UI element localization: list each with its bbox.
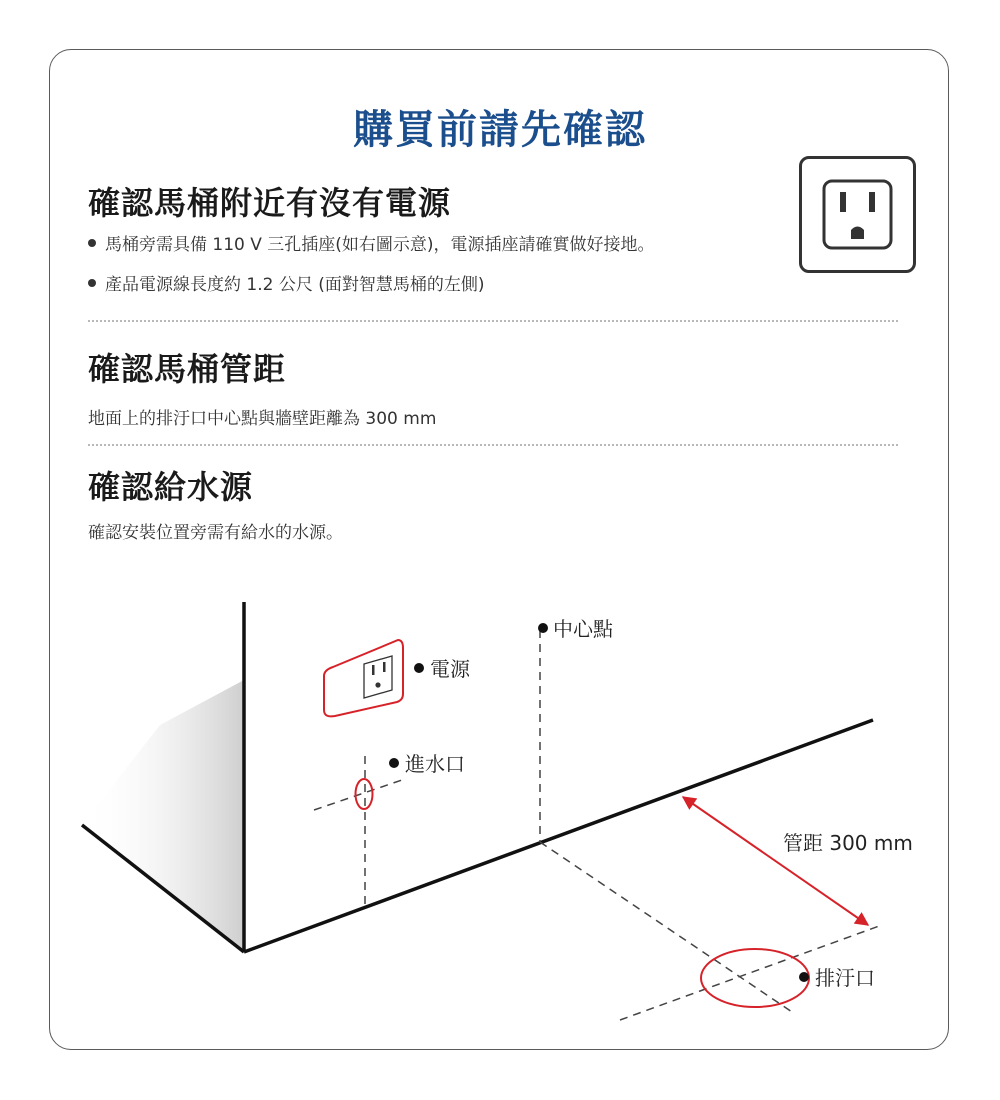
inlet-marker	[356, 779, 373, 809]
section-pipe-title: 確認馬桶管距	[88, 350, 287, 388]
installation-diagram	[0, 580, 1000, 1050]
center-to-drain-line	[540, 842, 795, 1014]
section-divider	[88, 320, 898, 322]
drain-marker	[701, 949, 809, 1007]
wall-shading	[82, 680, 244, 950]
center-label: 中心點	[553, 617, 613, 641]
section-power-title: 確認馬桶附近有沒有電源	[88, 184, 452, 222]
wall-floor-line	[244, 720, 873, 952]
drain-label: 排汙口	[815, 966, 875, 990]
power-dot-icon	[414, 663, 424, 673]
power-bullet-text: 產品電源線長度約 1.2 公尺 (面對智慧馬桶的左側)	[105, 275, 485, 295]
section-water-title: 確認給水源	[88, 468, 254, 506]
power-bullet-text: 馬桶旁需具備 110 V 三孔插座(如右圖示意)，電源插座請確實做好接地。	[105, 235, 655, 255]
power-label: 電源	[430, 657, 470, 681]
list-item	[88, 230, 655, 270]
wall-outlet-icon	[324, 640, 403, 716]
bullet-dot-icon	[88, 239, 96, 247]
bullet-dot-icon	[88, 279, 96, 287]
outlet-icon	[799, 156, 916, 273]
center-dot-icon	[538, 623, 548, 633]
distance-label: 管距 300 mm	[783, 831, 913, 855]
section-divider	[88, 444, 898, 446]
page-title: 購買前請先確認	[353, 107, 647, 153]
list-item	[88, 270, 655, 310]
double-arrow-icon	[683, 797, 868, 925]
drain-dot-icon	[799, 972, 809, 982]
power-requirements-list	[88, 230, 655, 310]
inlet-label: 進水口	[405, 752, 465, 776]
water-source-text: 確認安裝位置旁需有給水的水源。	[88, 523, 343, 543]
pipe-distance-text: 地面上的排汙口中心點與牆壁距離為 300 mm	[88, 409, 437, 429]
inlet-dot-icon	[389, 758, 399, 768]
